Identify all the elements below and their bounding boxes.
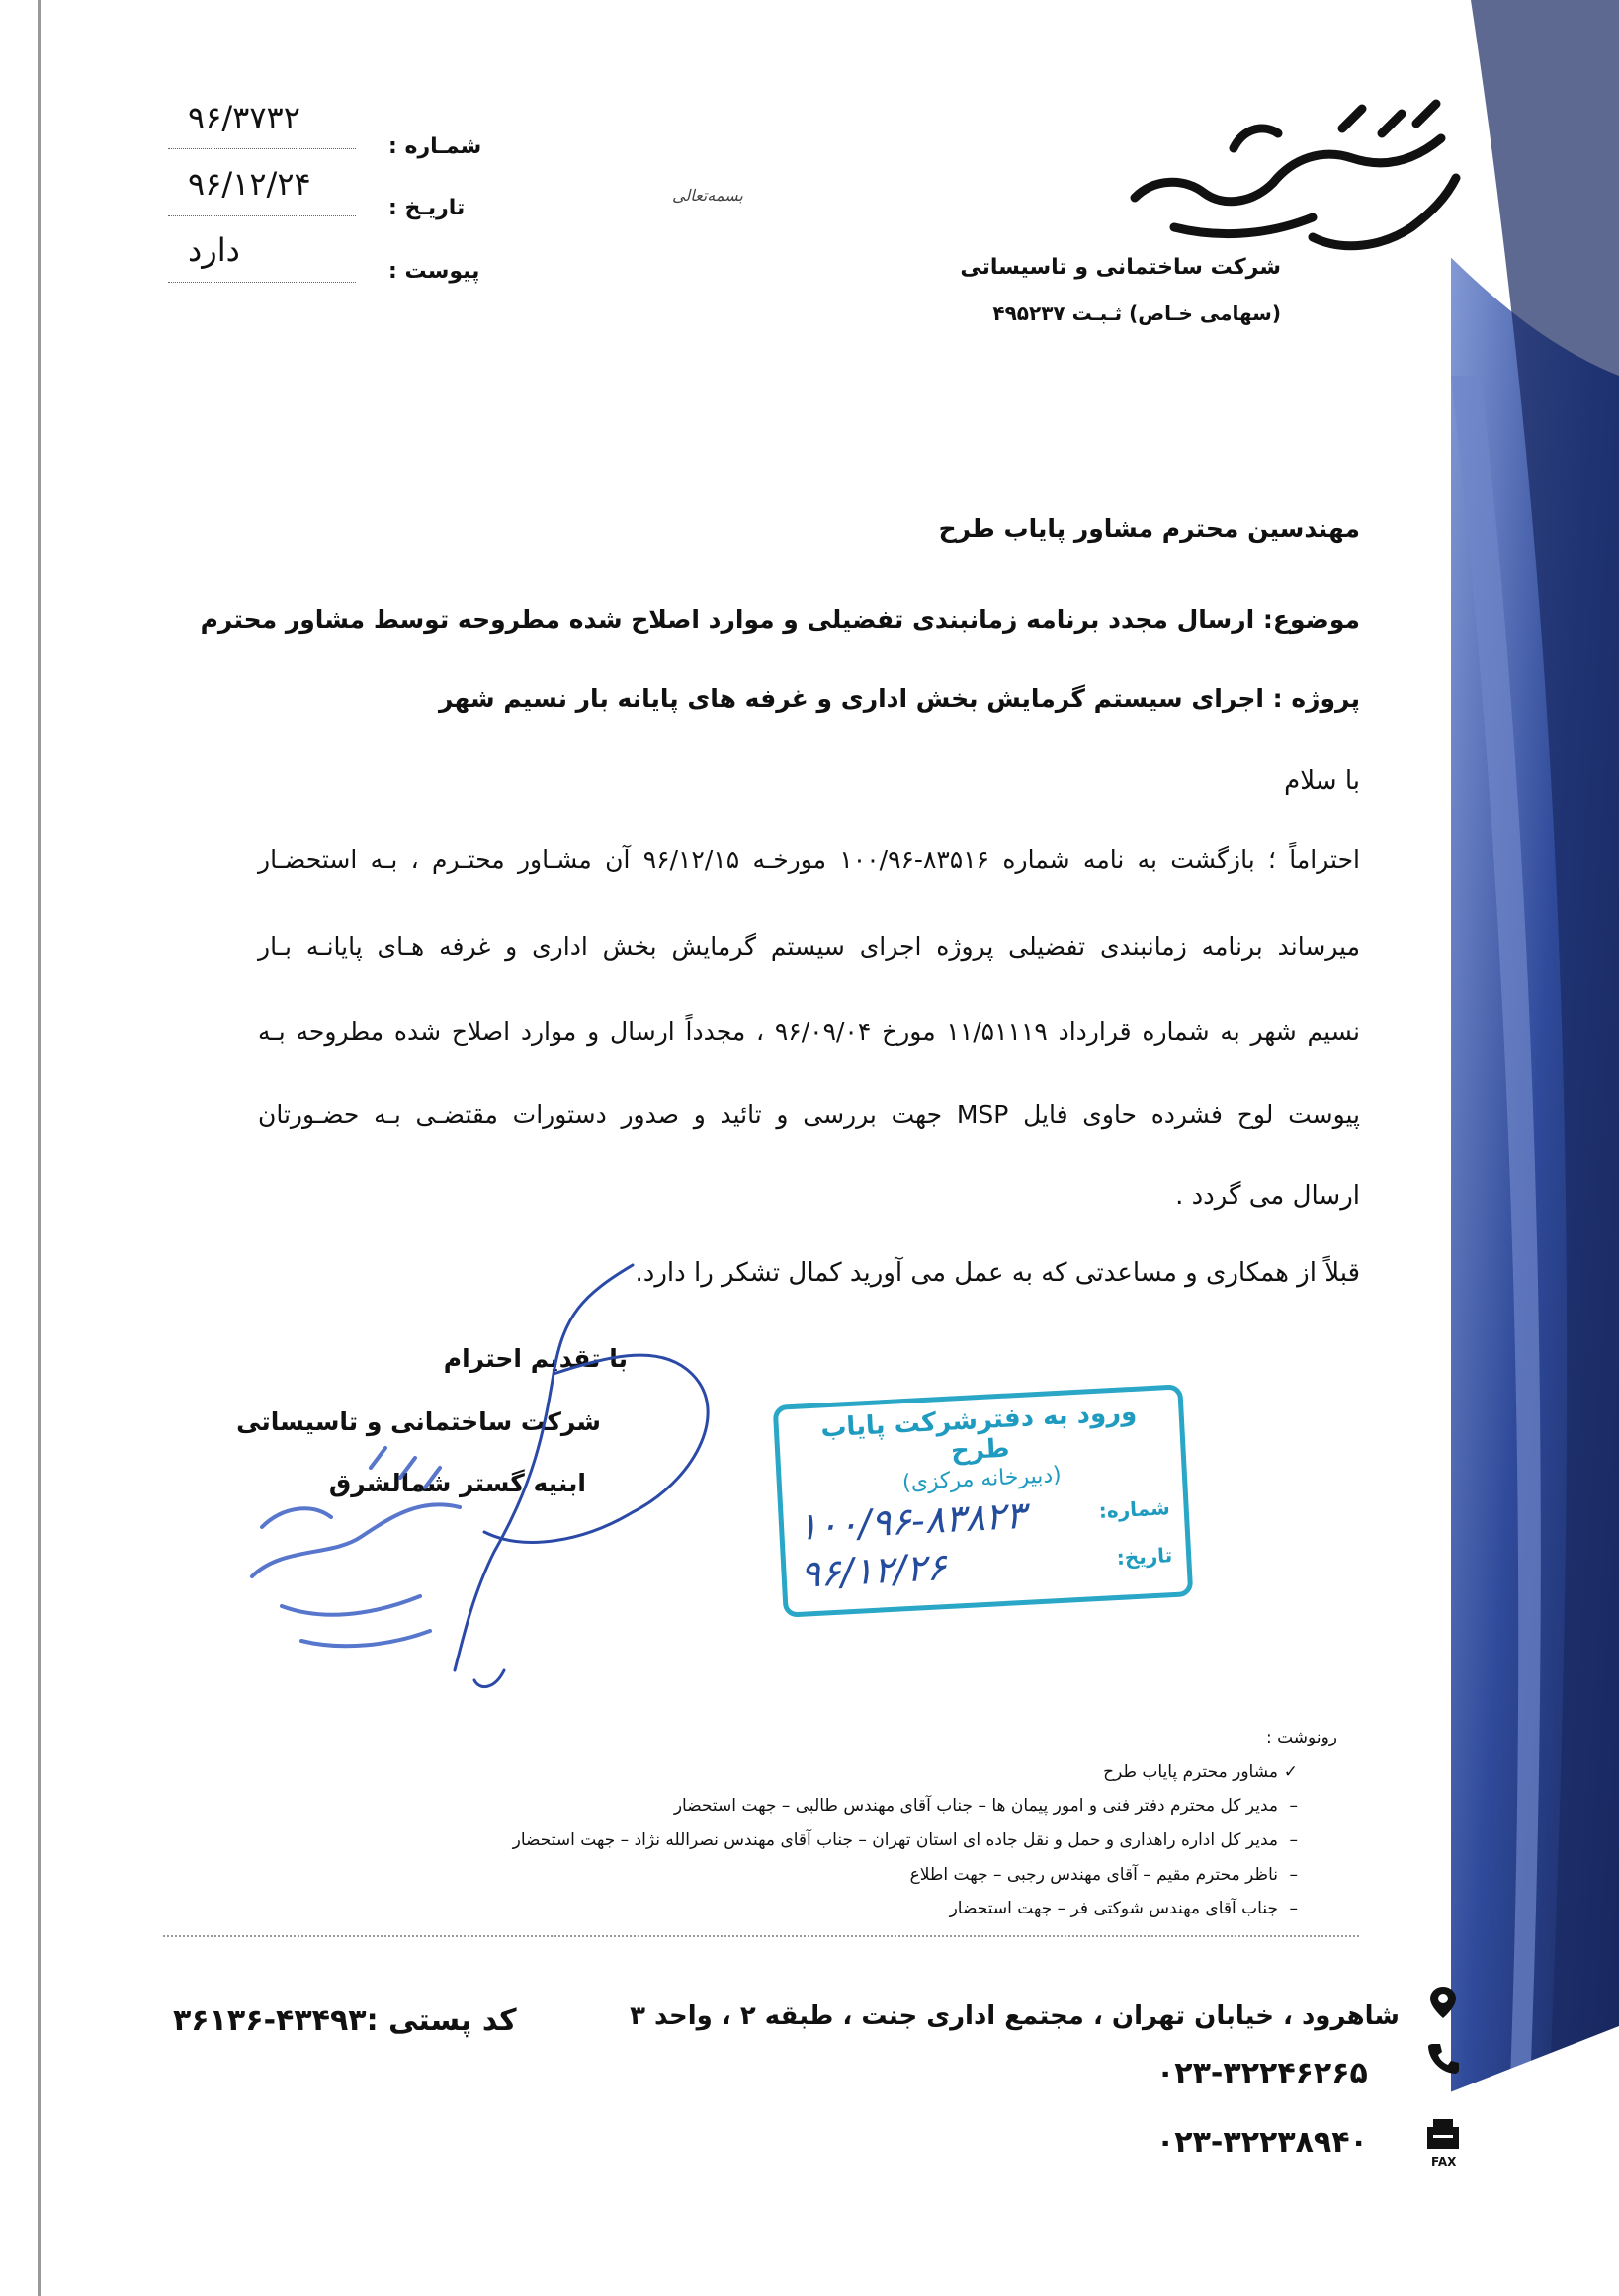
scan-border xyxy=(38,0,41,2296)
attachment-underline xyxy=(168,282,356,283)
stamp-date-value: ۹۶/۱۲/۲۶ xyxy=(799,1545,948,1596)
closing-line: قبلاً از همکاری و مساعدتی که به عمل می آورید کمال تشکر را دارد. xyxy=(635,1258,1360,1288)
cc-item: مدیر کل محترم دفتر فنی و امور پیمان ها – جناب آقای مهندس طالبی – جهت استحضار xyxy=(673,1796,1278,1816)
number-underline xyxy=(168,148,356,149)
cc-checkmark-icon: ✓ xyxy=(1283,1762,1298,1782)
company-logo xyxy=(1115,89,1471,267)
date-label: تاریـخ : xyxy=(388,196,466,220)
signature-company-type: شرکت ساختمانی و تاسیساتی xyxy=(236,1407,601,1436)
cc-dash: – xyxy=(1289,1796,1298,1816)
company-seal xyxy=(222,1408,489,1665)
phone-icon xyxy=(1423,2038,1463,2078)
received-stamp xyxy=(773,1384,1194,1617)
number-value: ۹۶/۳۷۳۲ xyxy=(188,99,300,136)
attachment-label: پیوست : xyxy=(388,259,480,284)
cc-dash: – xyxy=(1289,1830,1298,1850)
body-line: احتراماً ؛ بازگشت به نامه شماره ۸۳۵۱۶-۱۰۰/۹۶ مورخـه ۹۶/۱۲/۱۵ آن مشـاور محتـرم ، بـه استحضـار xyxy=(258,845,1360,874)
footer-address: شاهرود ، خیابان تهران ، مجتمع اداری جنت ، طبقه ۲ ، واحد ۳ xyxy=(630,2001,1400,2031)
fax-label: FAX xyxy=(1431,2155,1457,2168)
company-registration: (سهامی خـاص) ثـبـت ۴۹۵۲۳۷ xyxy=(992,301,1281,325)
cc-item: جناب آقای مهندس شوکتی فر – جهت استحضار xyxy=(949,1899,1278,1918)
company-name: شرکت ساختمانی و تاسیساتی xyxy=(960,255,1281,280)
greeting: با سلام xyxy=(1284,766,1360,796)
basmala: بسمه‌تعالی xyxy=(672,186,743,205)
cc-dash: – xyxy=(1289,1899,1298,1918)
cc-item: ناظر محترم مقیم – آقای مهندس رجبی – جهت اطلاع xyxy=(909,1865,1278,1885)
location-pin-icon xyxy=(1423,1983,1463,2022)
stamp-date-label: تاریخ: xyxy=(1116,1543,1173,1570)
footer-phone: ۰۲۳-۳۲۲۴۶۲۶۵ xyxy=(1156,2056,1368,2090)
cc-dash: – xyxy=(1289,1865,1298,1885)
date-underline xyxy=(168,215,356,216)
decorative-band xyxy=(1392,0,1619,2296)
stamp-number-value: ۱۰۰/۹۶-۸۳۸۲۳ xyxy=(796,1492,1027,1549)
addressee: مهندسین محترم مشاور پایاب طرح xyxy=(938,514,1360,543)
footer-divider xyxy=(163,1935,1359,1937)
footer-fax: ۰۲۳-۳۲۲۳۸۹۴۰ xyxy=(1156,2125,1368,2160)
date-value: ۹۶/۱۲/۲۴ xyxy=(188,165,311,203)
number-label: شمـاره : xyxy=(388,134,482,159)
cc-title: رونوشت : xyxy=(1265,1728,1337,1747)
project: پروژه : اجرای سیستم گرمایش بخش اداری و غرفه های پایانه بار نسیم شهر xyxy=(438,684,1360,713)
stamp-subtitle: (دبیرخانه مرکزی) xyxy=(901,1462,1063,1496)
signature-company-name: ابنیه گستر شمالشرق xyxy=(328,1469,586,1497)
stamp-number-label: شماره: xyxy=(1098,1495,1171,1523)
stamp-title: ورود به دفترشرکت پایاب طرح xyxy=(819,1397,1138,1467)
body-line: نسیم شهر به شماره قرارداد ۱۱/۵۱۱۱۹ مورخ ۹۶/۰۹/۰۴ ، مجدداً ارسال و موارد اصلاح شده مطروحه بـه xyxy=(258,1017,1360,1046)
footer-postal-code: کد پستی :۴۳۴۹۳-۳۶۱۳۶ xyxy=(173,2003,517,2038)
cc-item: مشاور محترم پایاب طرح xyxy=(1103,1762,1278,1782)
body-last-line: ارسال می گردد . xyxy=(1175,1181,1360,1211)
cc-item: مدیر کل اداره راهداری و حمل و نقل جاده ای استان تهران – جناب آقای مهندس نصرالله نژاد – جهت استحضار xyxy=(512,1830,1278,1850)
attachment-value: دارد xyxy=(188,231,240,269)
signature-respect: با تقدیم احترام xyxy=(443,1344,628,1373)
body-line: میرساند برنامه زمانبندی تفضیلی پروژه اجرای سیستم گرمایش بخش اداری و غرفه هـای پایانـه بـار xyxy=(258,932,1360,961)
subject: موضوع: ارسال مجدد برنامه زمانبندی تفضیلی و موارد اصلاح شده مطروحه توسط مشاور محترم xyxy=(200,605,1360,634)
body-line: پیوست لوح فشرده حاوی فایل MSP جهت بررسی و تائید و صدور دستورات مقتضـی بـه حضـورتان xyxy=(258,1100,1361,1129)
